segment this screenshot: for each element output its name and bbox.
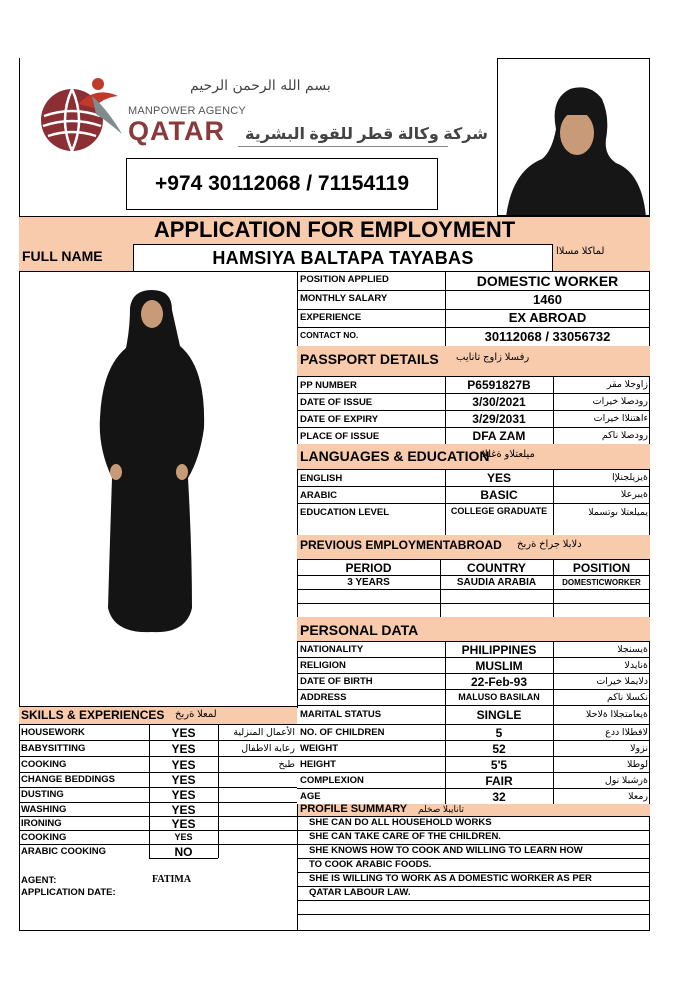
agency-logo-icon xyxy=(38,74,124,158)
full-name-label: FULL NAME xyxy=(22,248,103,264)
marital-status-label: MARITAL STATUS xyxy=(300,709,382,720)
religion-label-ar: ةنايدلا xyxy=(624,660,648,671)
bismillah-text: بسم الله الرحمن الرحيم xyxy=(190,78,331,94)
skill-value-babysitting: YES xyxy=(171,742,196,756)
height-value: 5'5 xyxy=(490,758,508,772)
place-of-issue-label: PLACE OF ISSUE xyxy=(300,431,380,442)
dob-value: 22-Feb-93 xyxy=(470,675,528,689)
skill-label-ar-babysitting: رعاية الاطفال xyxy=(241,743,295,754)
application-date-label: APPLICATION DATE: xyxy=(21,887,116,898)
experience-value: EX ABROAD xyxy=(508,310,587,325)
date-of-issue-label-ar: رودصلا خيرات xyxy=(592,396,648,407)
profile-line-1: SHE CAN DO ALL HOUSEHOLD WORKS xyxy=(309,817,492,828)
personal-heading: PERSONAL DATA xyxy=(300,622,419,638)
date-of-issue-label: DATE OF ISSUE xyxy=(300,397,373,408)
weight-label-ar: نزولا xyxy=(630,743,648,754)
date-of-expiry-label-ar: ءاهتنلاا خيرات xyxy=(593,413,648,424)
skill-label-cooking-2: COOKING xyxy=(21,832,67,843)
address-value: MALUSO BASILAN xyxy=(458,692,540,702)
arabic-label-ar: ةيبرعلا xyxy=(620,489,648,500)
brand-divider xyxy=(238,146,448,147)
education-value: COLLEGE GRADUATE xyxy=(450,506,548,516)
skill-label-housework: HOUSEWORK xyxy=(21,727,85,738)
religion-value: MUSLIM xyxy=(475,659,523,673)
pp-number-label-ar: زاوجلا مقر xyxy=(606,379,648,390)
agency-name-en: MANPOWER AGENCY xyxy=(128,105,246,117)
agent-value: FATIMA xyxy=(152,874,192,885)
skill-label-dusting: DUSTING xyxy=(21,789,64,800)
profile-line-5: SHE IS WILLING TO WORK AS A DOMESTIC WORKER AS PER xyxy=(309,873,592,884)
children-label-ar: لافطلاا ددع xyxy=(605,727,648,738)
address-label-ar: نكسلا ناكم xyxy=(606,692,648,703)
languages-heading-ar: ميلعتلاو ةغللا xyxy=(482,449,535,460)
age-value: 32 xyxy=(492,790,506,804)
page-title: APPLICATION FOR EMPLOYMENT xyxy=(153,217,516,242)
skill-label-ar-housework: الأعمال المنزلية xyxy=(233,727,295,738)
education-label: EDUCATION LEVEL xyxy=(300,507,390,518)
monthly-salary-value: 1460 xyxy=(533,292,562,307)
skill-value-dusting: YES xyxy=(171,788,196,802)
skill-value-cooking: YES xyxy=(171,758,196,772)
employment-period: 3 YEARS xyxy=(347,577,390,588)
children-label: NO. OF CHILDREN xyxy=(300,727,385,738)
experience-label: EXPERIENCE xyxy=(300,312,362,323)
marital-status-value: SINGLE xyxy=(476,708,522,722)
phone-box: +974 30112068 / 71154119 xyxy=(126,158,438,210)
skill-value-washing: YES xyxy=(171,803,196,817)
agency-brand: QATAR xyxy=(128,116,225,146)
agent-label: AGENT: xyxy=(21,875,57,886)
skill-label-washing: WASHING xyxy=(21,804,67,815)
passport-heading-ar: رفسلا زاوج تانايب xyxy=(456,352,530,363)
employment-position: DOMESTICWORKER xyxy=(562,578,641,587)
complexion-label-ar: ةرشبلا نول xyxy=(604,775,648,786)
profile-heading-ar: تانايبلا صخلم xyxy=(418,804,465,814)
place-of-issue-label-ar: رودصلا ناكم xyxy=(601,430,648,441)
employment-country: SAUDIA ARABIA xyxy=(456,577,537,588)
complexion-label: COMPLEXION xyxy=(300,775,364,786)
passport-heading: PASSPORT DETAILS xyxy=(300,351,439,367)
pp-number-value: P6591827B xyxy=(467,378,531,392)
column-period: PERIOD xyxy=(345,561,392,575)
date-of-expiry-label: DATE OF EXPIRY xyxy=(300,414,379,425)
languages-heading: LANGUAGES & EDUCATION xyxy=(300,448,490,464)
full-body-photo xyxy=(96,288,208,634)
skill-label-ar-cooking: طبخ xyxy=(278,759,295,770)
profile-line-3: SHE KNOWS HOW TO COOK AND WILLING TO LEARN HOW xyxy=(309,845,583,856)
height-label: HEIGHT xyxy=(300,759,336,770)
previous-employment-heading: PREVIOUS EMPLOYMENTABROAD xyxy=(300,538,502,552)
education-label-ar: يميلعتلا ىوتسملا xyxy=(588,507,648,518)
nationality-label: NATIONALITY xyxy=(300,644,364,655)
monthly-salary-label: MONTHLY SALARY xyxy=(300,293,388,304)
pp-number-label: PP NUMBER xyxy=(300,380,357,391)
date-of-issue-value: 3/30/2021 xyxy=(472,395,526,409)
contact-label: CONTACT NO. xyxy=(300,330,359,340)
profile-line-6: QATAR LABOUR LAW. xyxy=(309,887,411,898)
column-country: COUNTRY xyxy=(467,561,526,575)
position-applied-label: POSITION APPLIED xyxy=(300,274,389,285)
complexion-value: FAIR xyxy=(485,774,513,788)
portrait-figure-icon xyxy=(498,59,650,216)
arabic-value: BASIC xyxy=(480,488,518,502)
english-label: ENGLISH xyxy=(300,473,343,484)
marital-status-label-ar: ةيعامتجلاا ةلاحلا xyxy=(585,709,648,720)
nationality-label-ar: ةيسنجلا xyxy=(617,644,648,655)
skills-heading: SKILLS & EXPERIENCES xyxy=(21,708,165,722)
full-name-label-ar: لماكلا مسلاا xyxy=(556,246,605,257)
children-value: 5 xyxy=(495,726,503,740)
place-of-issue-value: DFA ZAM xyxy=(472,429,526,443)
position-applied-value: DOMESTIC WORKER xyxy=(476,273,619,289)
skills-heading-ar: لمعلا ةربخ xyxy=(175,709,217,720)
portrait-photo xyxy=(497,58,650,216)
skill-label-ironing: IRONING xyxy=(21,818,62,829)
age-label: AGE xyxy=(300,791,321,802)
date-of-expiry-value: 3/29/2031 xyxy=(472,412,526,426)
english-label-ar: ةيزيلجنلإا xyxy=(612,472,648,483)
skill-label-babysitting: BABYSITTING xyxy=(21,743,86,754)
skill-label-arabic-cooking: ARABIC COOKING xyxy=(21,846,106,857)
height-label-ar: لوطلا xyxy=(626,759,648,770)
agency-name-ar: شركة وكالة قطر للقوة البشرية xyxy=(245,126,488,143)
skill-value-arabic-cooking: NO xyxy=(174,845,193,859)
skill-value-ironing: YES xyxy=(171,817,196,831)
profile-heading: PROFILE SUMMARY xyxy=(300,803,408,815)
address-label: ADDRESS xyxy=(300,692,347,703)
dob-label-ar: دلايملا خيرات xyxy=(596,676,648,687)
full-name-value: HAMSIYA BALTAPA TAYABAS xyxy=(212,247,474,268)
dob-label: DATE OF BIRTH xyxy=(300,676,373,687)
previous-employment-heading-ar: دلابلا جراخ ةربخ xyxy=(517,539,582,550)
skill-value-housework: YES xyxy=(171,726,196,740)
weight-label: WEIGHT xyxy=(300,743,338,754)
skill-label-cooking: COOKING xyxy=(21,759,67,770)
age-label-ar: رمعلا xyxy=(628,791,648,802)
contact-value: 30112068 / 33056732 xyxy=(484,329,611,344)
religion-label: RELIGION xyxy=(300,660,346,671)
profile-line-2: SHE CAN TAKE CARE OF THE CHILDREN. xyxy=(309,831,501,842)
skill-label-change-beddings: CHANGE BEDDINGS xyxy=(21,774,115,785)
arabic-label: ARABIC xyxy=(300,490,337,501)
profile-line-4: TO COOK ARABIC FOODS. xyxy=(309,859,432,870)
column-position: POSITION xyxy=(572,561,631,575)
skill-value-cooking-2: YES xyxy=(174,832,193,842)
weight-value: 52 xyxy=(492,742,506,756)
nationality-value: PHILIPPINES xyxy=(461,643,537,657)
english-value: YES xyxy=(486,471,511,485)
skill-value-change-beddings: YES xyxy=(171,773,196,787)
